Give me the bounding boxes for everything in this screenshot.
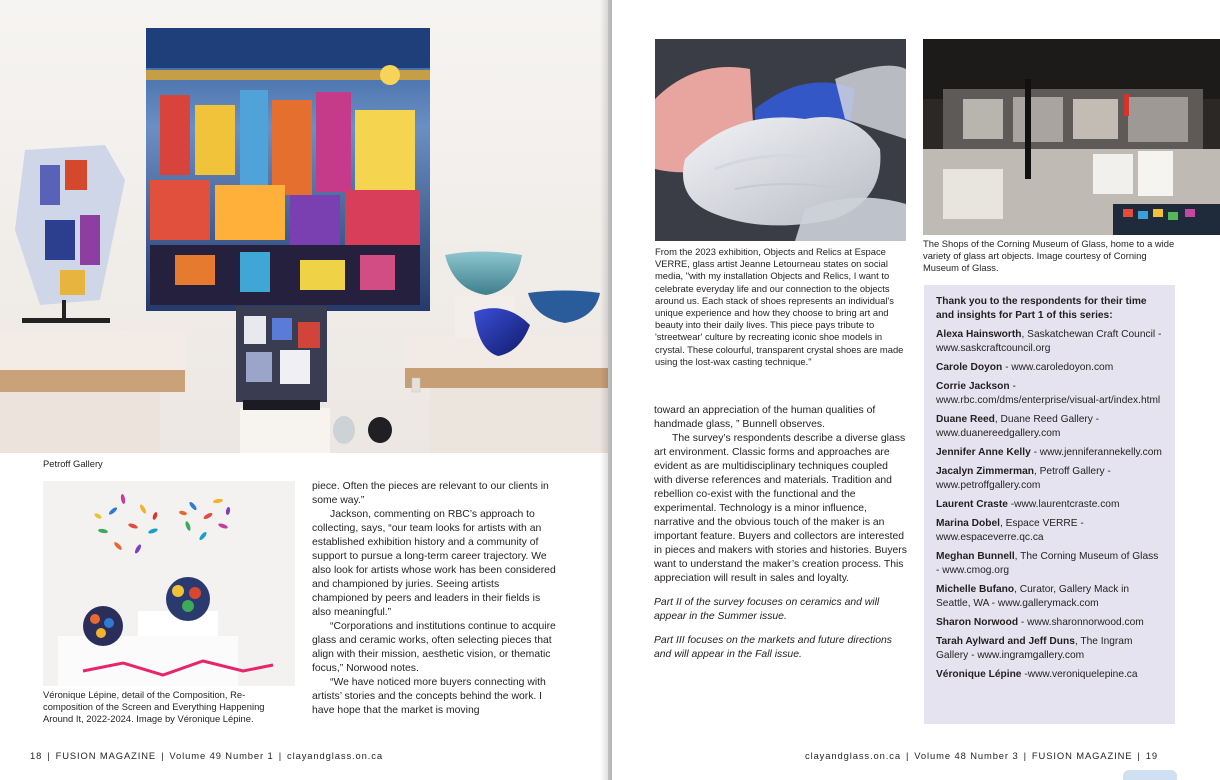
series-note: Part II of the survey focuses on ceramics and will appear in the Summer issue. <box>654 597 880 622</box>
respondent-entry <box>936 668 1163 682</box>
respondent-name: Corrie Jackson <box>936 381 1010 392</box>
respondent-detail: - www.sharonnorwood.com <box>1018 617 1144 628</box>
respondent-name: Michelle Bufano <box>936 584 1015 595</box>
respondent-detail: , Petroff Gallery - www.petroffgallery.com <box>936 466 1111 491</box>
respondent-detail: , Saskatchewan Craft Council - www.saskcraftcouncil.org <box>936 329 1162 354</box>
respondent-detail: , Duane Reed Gallery - www.duanereedgallery.com <box>936 414 1100 439</box>
respondent-name: Meghan Bunnell <box>936 551 1015 562</box>
respondent-name: Carole Doyon <box>936 362 1003 373</box>
respondent-detail: , The Ingram Gallery - www.ingramgallery.com <box>936 636 1133 661</box>
respondent-detail: - www.jenniferannekelly.com <box>1030 447 1162 458</box>
crystal-shoes-photo <box>655 39 906 241</box>
right-footer: clayandglass.on.ca | Volume 48 Number 3 | FUSION MAGAZINE | 19 <box>805 750 1158 761</box>
right-column-text <box>654 404 908 662</box>
respondent-name: Véronique Lépine <box>936 669 1022 680</box>
respondent-entry <box>936 361 1163 375</box>
series-note: Part III focuses on the markets and future directions and will appear in the Fall issue. <box>654 635 892 660</box>
thanks-title: Thank you to the respondents for their time and insights for Part 1 of this series: <box>936 296 1147 321</box>
right-page <box>612 0 1220 780</box>
respondent-entry <box>936 616 1163 630</box>
art-caption: Véronique Lépine, detail of the Composition, Re-composition of the Screen and Everything Happening Around It, 2022-2024. Image by Véronique Lépine. <box>43 689 265 725</box>
respondent-detail: , Espace VERRE - www.espaceverre.qc.ca <box>936 518 1084 543</box>
shop-caption: The Shops of the Corning Museum of Glass, home to a wide variety of glass art objects. Image courtesy of Corning Museum of Glass. <box>923 238 1175 274</box>
page-number: 18 <box>30 750 43 761</box>
respondent-entry <box>936 446 1163 460</box>
respondents-thank-you-box <box>924 285 1175 724</box>
respondent-entry <box>936 583 1163 611</box>
paragraph: toward an appreciation of the human qualities of handmade glass, ” Bunnell observes. <box>654 405 876 430</box>
respondent-name: Jennifer Anne Kelly <box>936 447 1031 458</box>
website-link[interactable]: clayandglass.on.ca <box>287 750 383 761</box>
left-page <box>0 0 608 780</box>
paragraph: piece. Often the pieces are relevant to our clients in some way.” <box>312 481 549 506</box>
respondent-entry <box>936 517 1163 545</box>
magazine-name: FUSION MAGAZINE <box>55 750 157 761</box>
respondent-name: Sharon Norwood <box>936 617 1019 628</box>
page-number: 19 <box>1145 750 1158 761</box>
magazine-name: FUSION MAGAZINE <box>1031 750 1133 761</box>
respondent-name: Jacalyn Zimmerman <box>936 466 1034 477</box>
respondent-entry <box>936 635 1163 663</box>
corning-shop-photo <box>923 39 1220 235</box>
page-corner-tab[interactable] <box>1123 770 1177 780</box>
issue-label: Volume 48 Number 3 <box>914 750 1019 761</box>
paragraph: Jackson, commenting on RBC’s approach to collecting, says, “our team looks for artists with an established exhibition history and a community of support to pursue a long-term career trajectory. We also look for artists whose work has been considered and championed by juries. Seeing artists championed by peers and leaders in their fields is also meaningful.” <box>312 509 556 618</box>
shoe-caption: From the 2023 exhibition, Objects and Relics at Espace VERRE, glass artist Jeanne Letourneau states on social media, "with my installation Objects and Relics, I want to celebrate everyday life and our connection to the objects around us. Each stack of shoes represents an individual's unique experience and how they choose to bring art and beauty into their daily lives. This piece pays tribute to 'streetwear' culture by recreating iconic shoe models in crystal. These colourful, transparent crystal shoes are made using the lost-wax casting technique." <box>655 246 904 367</box>
respondent-name: Duane Reed <box>936 414 995 425</box>
respondent-detail: - www.rbc.com/dms/enterprise/visual-art/index.html <box>936 381 1161 406</box>
veronique-lepine-art-photo <box>43 481 295 686</box>
paragraph: The survey’s respondents describe a diverse glass art environment. Classic forms and approaches are evident as are multidisciplinary techniques coupled with diverse references and materials. Tradition and rebellion co-exist with the functional and the experimental. Technology is a minor influence, narrative and the obvious touch of the maker is an important feature. Buyers and collectors are interested in pieces and makers with stories and histories. Buyers want to understand the maker’s creation process. This appreciation will result in sales and loyalty. <box>654 433 907 584</box>
respondent-name: Alexa Hainsworth <box>936 329 1022 340</box>
respondent-entry <box>936 550 1163 578</box>
respondent-entry <box>936 380 1163 408</box>
respondent-detail: , Curator, Gallery Mack in Seattle, WA - www.gallerymack.com <box>936 584 1130 609</box>
website-link[interactable]: clayandglass.on.ca <box>805 750 901 761</box>
respondent-entry <box>936 465 1163 493</box>
paragraph: “We have noticed more buyers connecting with artists’ stories and the concepts behind the work. I have hope that the market is moving <box>312 677 546 716</box>
respondent-entry <box>936 413 1163 441</box>
gallery-caption: Petroff Gallery <box>43 458 103 469</box>
respondent-name: Laurent Craste <box>936 499 1008 510</box>
respondent-detail: - www.caroledoyon.com <box>1002 362 1114 373</box>
respondent-detail: -www.laurentcraste.com <box>1007 499 1120 510</box>
respondent-detail: -www.veroniquelepine.ca <box>1021 669 1138 680</box>
left-column-text <box>312 480 558 718</box>
respondent-entry <box>936 498 1163 512</box>
left-footer: 18 | FUSION MAGAZINE | Volume 49 Number 1 | clayandglass.on.ca <box>30 750 383 761</box>
paragraph: “Corporations and institutions continue to acquire glass and ceramic works, often selecting pieces that align with their mission, aesthetic vision, or thematic focus,” Norwood notes. <box>312 621 556 674</box>
petroff-gallery-photo <box>0 0 608 453</box>
respondent-name: Marina Dobel <box>936 518 1000 529</box>
respondent-name: Tarah Aylward and Jeff Duns <box>936 636 1075 647</box>
respondent-detail: , The Corning Museum of Glass - www.cmog.org <box>936 551 1159 576</box>
issue-label: Volume 49 Number 1 <box>169 750 274 761</box>
respondent-entry <box>936 328 1163 356</box>
